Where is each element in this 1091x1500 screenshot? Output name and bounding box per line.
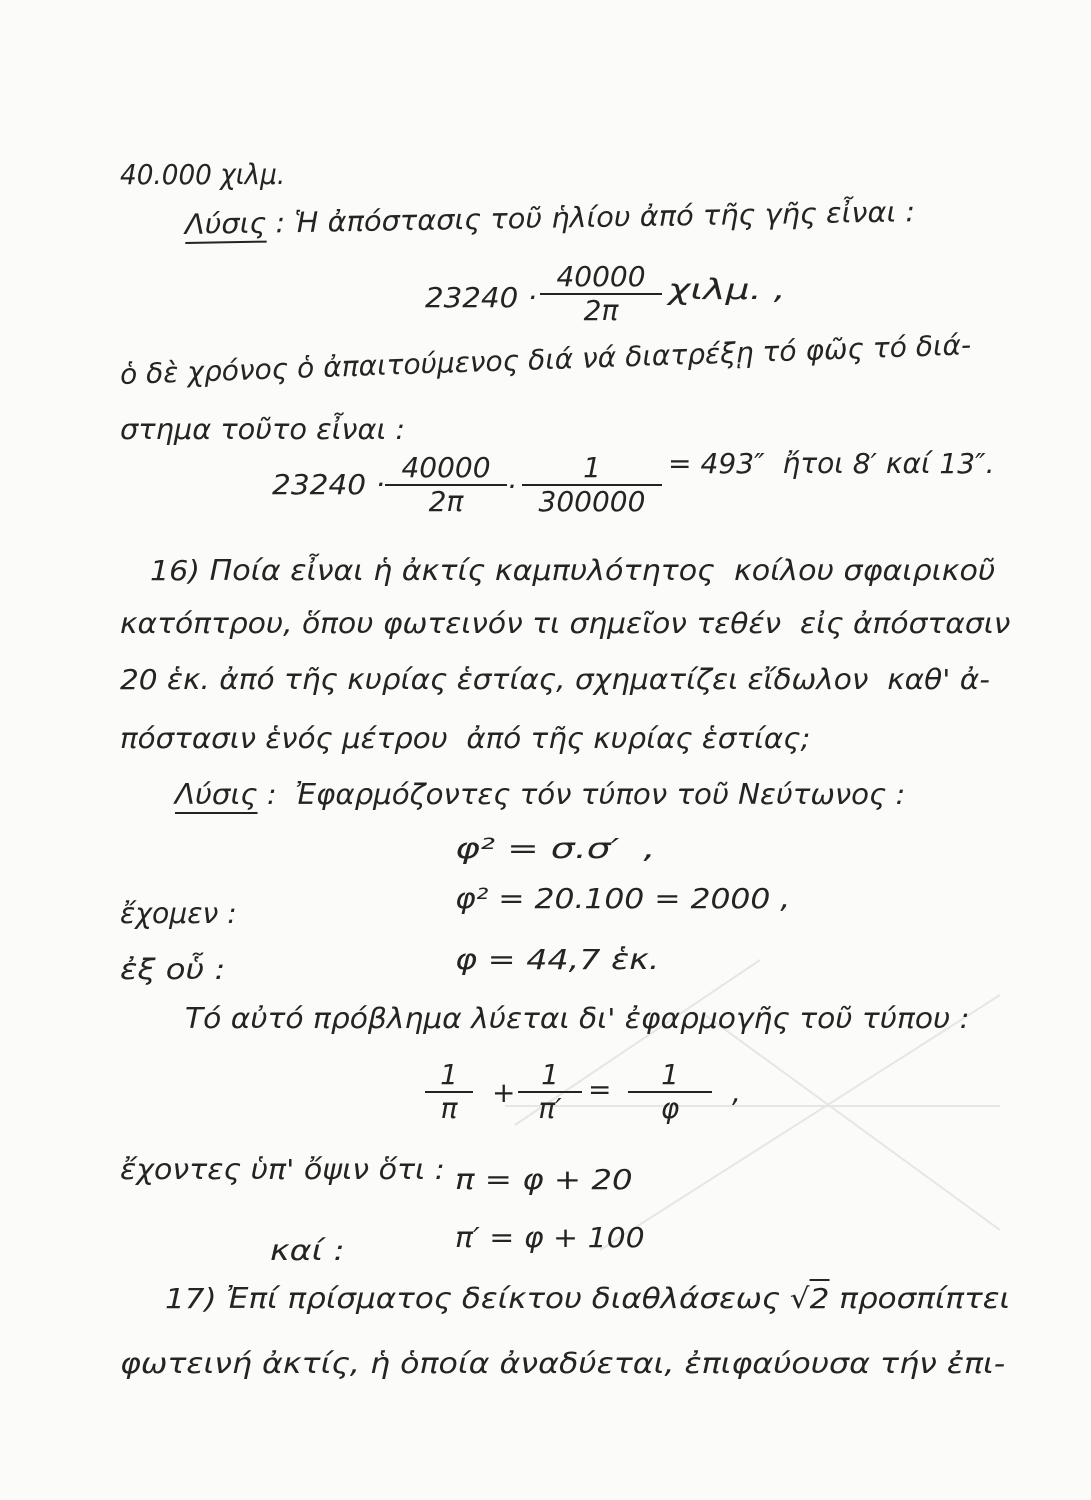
fraction-numerator: 1	[583, 451, 601, 484]
fraction-numerator: 1	[440, 1058, 458, 1091]
distance-fraction	[540, 261, 662, 327]
fraction-numerator: 40000	[556, 260, 646, 293]
radical-sign: √	[789, 1282, 810, 1315]
problem-16-line-3: 20 ἑκ. ἀπό τῆς κυρίας ἑστίας, σχηματίζει εἴδωλον καθ' ἀ-	[120, 663, 990, 696]
distance-factor: 23240 ·	[425, 281, 537, 314]
result-label: ἐξ οὗ :	[120, 953, 226, 986]
time-fraction-2	[522, 452, 662, 518]
newton-formula: φ² = σ.σ′ ,	[455, 832, 656, 865]
given-label: ἔχοντες ὑπ' ὄψιν ὅτι :	[120, 1153, 445, 1186]
substitution-label: ἔχομεν :	[120, 897, 237, 930]
substitution-formula: φ² = 20.100 = 2000 ,	[455, 882, 791, 915]
fraction-denominator: π	[440, 1092, 458, 1125]
radicand: 2	[810, 1279, 830, 1315]
problem-17-line-1	[165, 1282, 1010, 1316]
fraction-numerator: 1	[541, 1058, 559, 1091]
equals-sign: =	[588, 1073, 612, 1106]
problem-16-line-2: κατόπτρου, ὅπου φωτεινόν τι σημεῖον τεθέν εἰς ἀπόστασιν	[120, 607, 1011, 640]
bleed-through-line	[705, 1015, 1000, 1230]
solution-intro-text: : Ἡ ἀπόστασις τοῦ ἡλίου ἀπό τῆς γῆς εἶναι :	[266, 195, 916, 240]
fraction-denominator: π′	[538, 1092, 562, 1125]
fraction-numerator: 40000	[401, 451, 491, 484]
given-formula-2: π′ = φ + 100	[455, 1221, 645, 1254]
lens-term-3	[628, 1059, 712, 1125]
and-label: καί :	[270, 1234, 345, 1267]
time-text-line-2: στημα τοῦτο εἶναι :	[120, 413, 406, 446]
result-formula: φ = 44,7 ἑκ.	[455, 943, 660, 976]
solution-intro-text: : Ἐφαρμόζοντες τόν τύπον τοῦ Νεύτωνος :	[257, 778, 906, 811]
plus-sign: +	[492, 1076, 516, 1109]
time-factor: 23240 ·	[272, 468, 385, 501]
time-text-line-1: ὁ δὲ χρόνος ὁ ἀπαιτούμενος διά νά διατρέξῃ τό φῶς τό διά-	[119, 328, 972, 391]
problem-16-line-1: 16) Ποία εἶναι ἡ ἀκτίς καμπυλότητος κοίλου σφαιρικοῦ	[150, 554, 996, 587]
distance-unit: χιλμ. ,	[668, 273, 786, 306]
problem-17-text-start: 17) Ἐπί πρίσματος δείκτου διαθλάσεως	[165, 1282, 790, 1315]
answer-line: 40.000 χιλμ.	[120, 158, 286, 191]
problem-17-text-end: προσπίπτει	[829, 1282, 1011, 1315]
solution-16-intro-line	[175, 778, 905, 812]
fraction-denominator: 2π	[428, 485, 464, 518]
time-fraction-1	[385, 452, 507, 518]
fraction-numerator: 1	[661, 1058, 679, 1091]
lens-term-2	[518, 1059, 582, 1125]
solution-label: Λύσις	[185, 207, 267, 244]
fraction-denominator: 2π	[583, 294, 619, 327]
multiplication-dot: ·	[507, 470, 516, 503]
fraction-denominator: φ	[660, 1092, 680, 1125]
formula-comma: ,	[732, 1076, 741, 1109]
solution-label: Λύσις	[175, 778, 258, 814]
time-result: = 493″ ἤτοι 8′ καί 13″.	[668, 447, 995, 480]
problem-17-line-2: φωτεινή ἀκτίς, ἡ ὁποία ἀναδύεται, ἐπιφαύουσα τήν ἐπι-	[120, 1347, 1006, 1380]
problem-16-line-4: πόστασιν ἑνός μέτρου ἀπό τῆς κυρίας ἑστίας;	[120, 722, 811, 755]
alternative-text: Τό αὐτό πρόβλημα λύεται δι' ἐφαρμογῆς τοῦ τύπου :	[185, 1002, 970, 1035]
given-formula-1: π = φ + 20	[455, 1163, 633, 1196]
fraction-denominator: 300000	[538, 485, 646, 518]
lens-term-1	[425, 1059, 473, 1125]
